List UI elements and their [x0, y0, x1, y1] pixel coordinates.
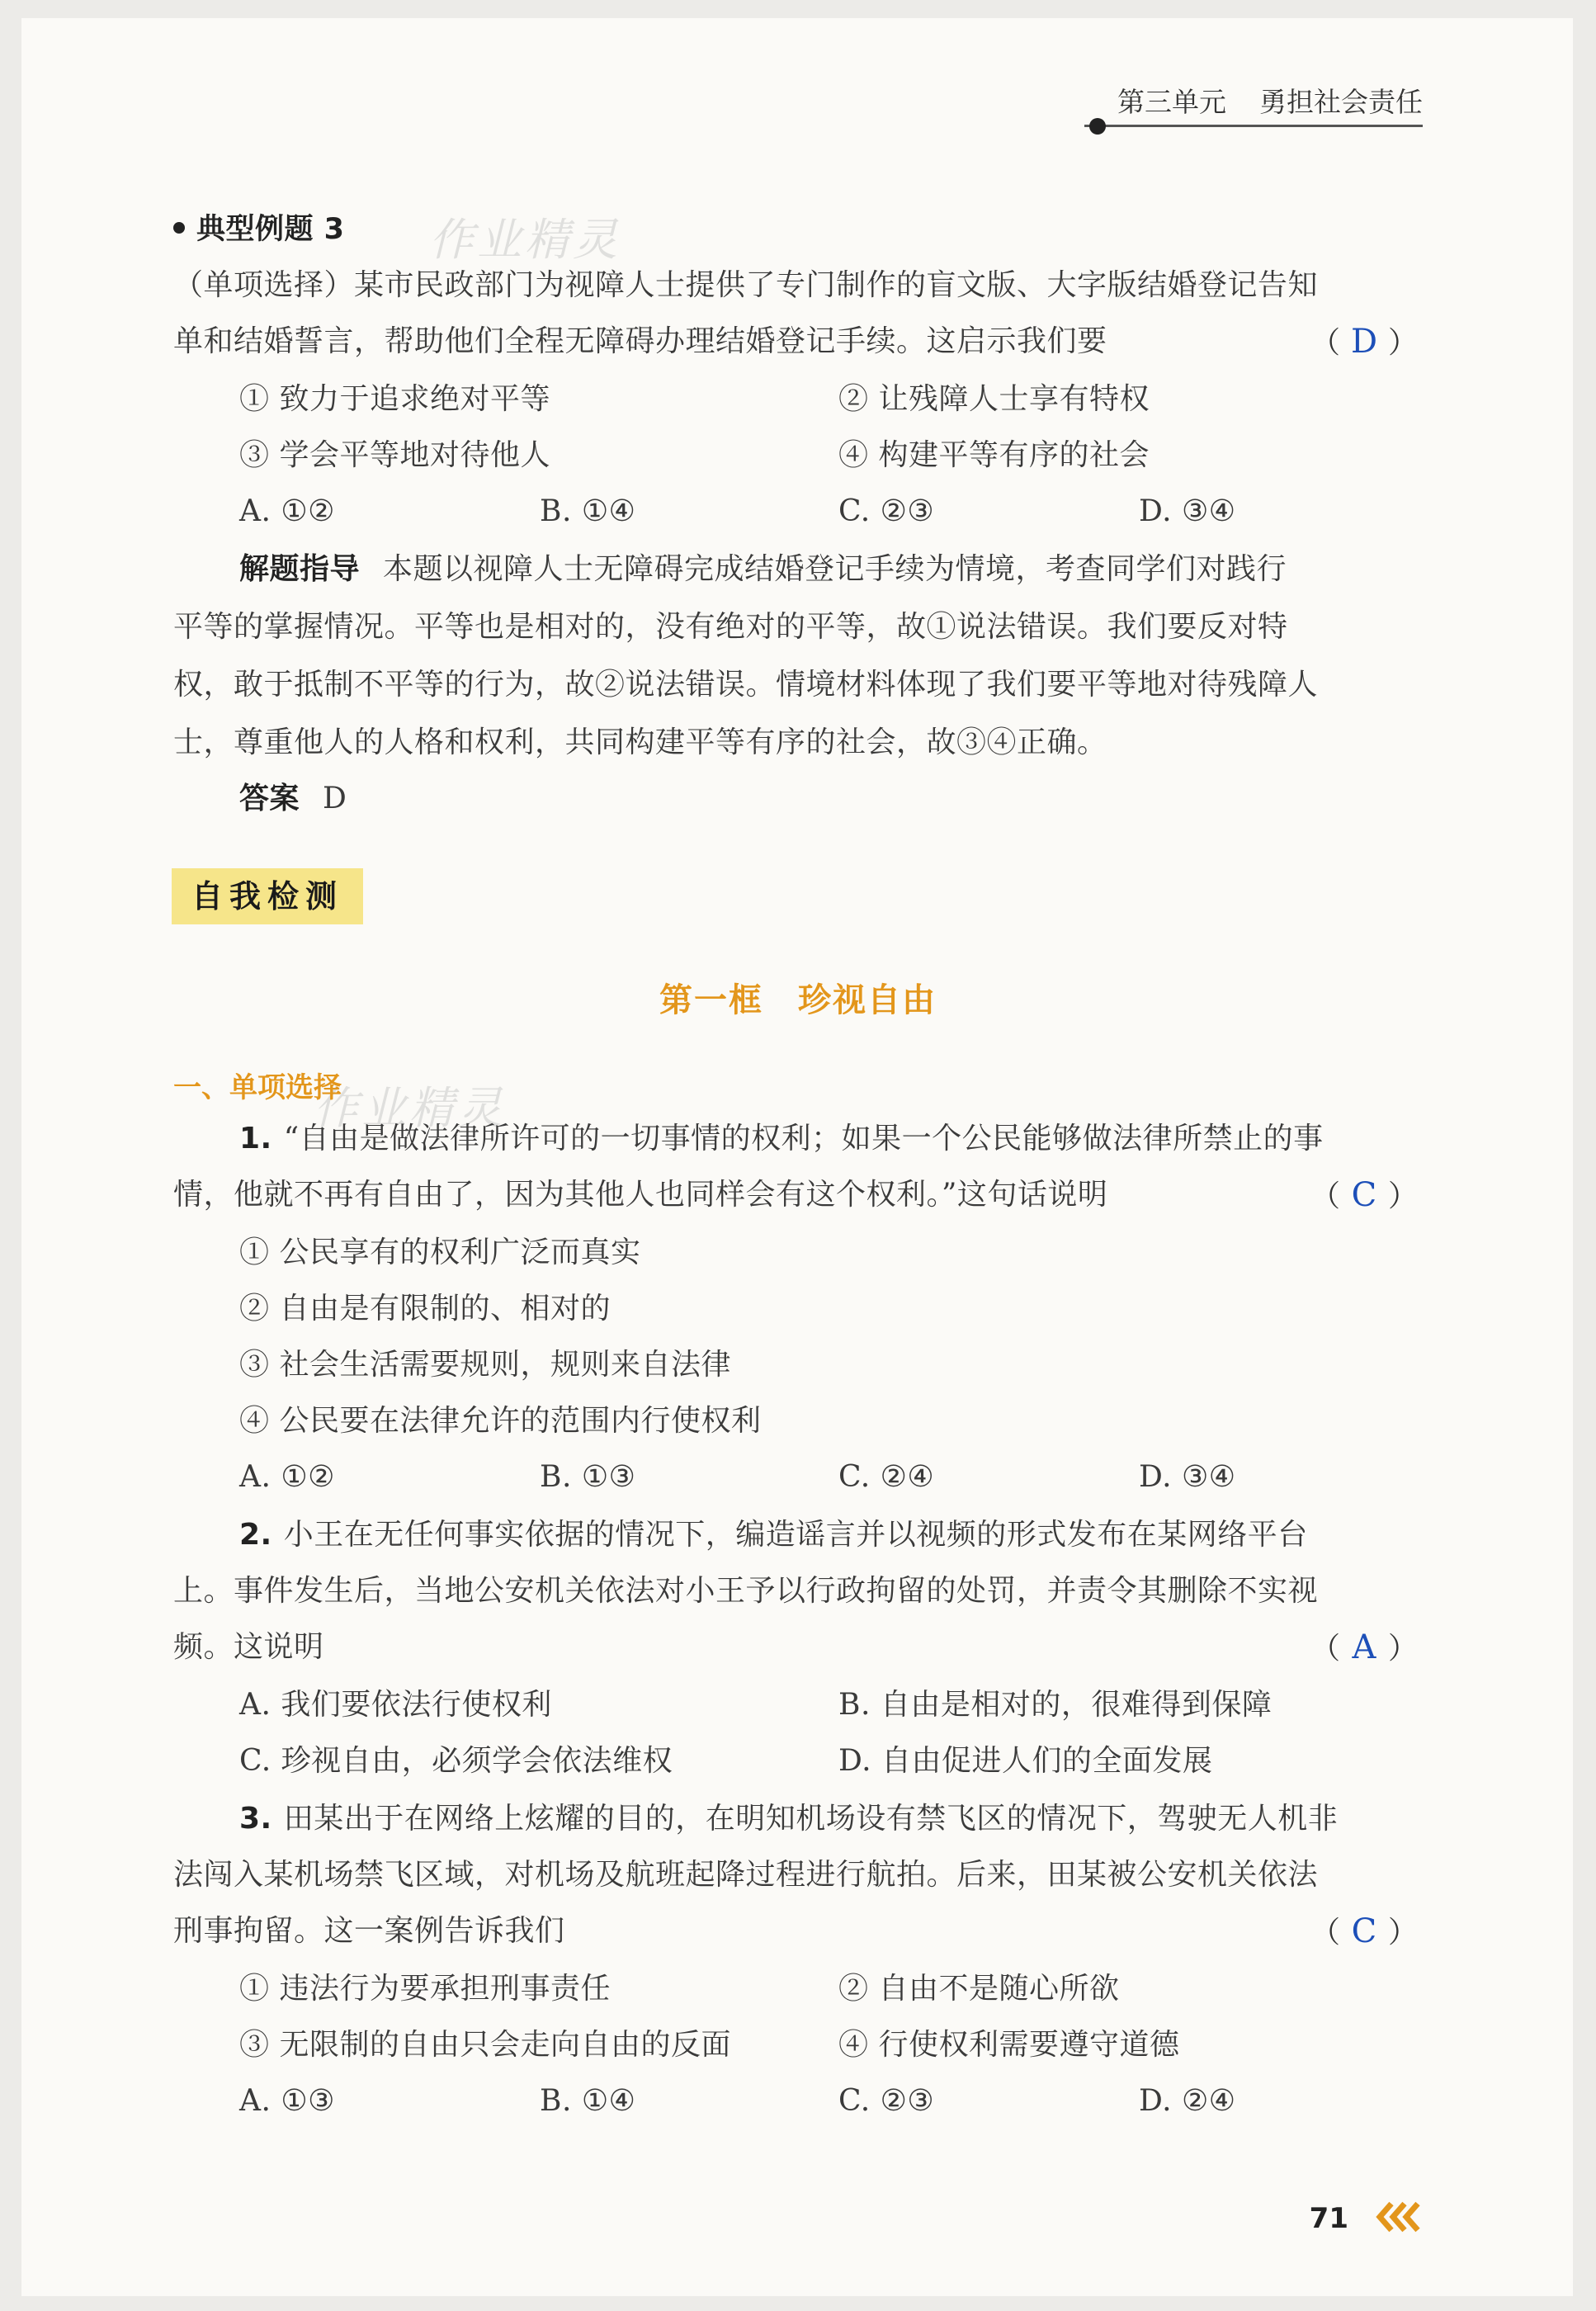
q2-line: 2. 小王在无任何事实依据的情况下，编造谣言并以视频的形式发布在某网络平台 [239, 1518, 1308, 1552]
example-choice-a: A. ①② [239, 494, 335, 528]
example-statement: ④ 构建平等有序的社会 [838, 438, 1150, 472]
q2-answer: （ A ） [1310, 1628, 1418, 1666]
q2-choice-d: D. 自由促进人们的全面发展 [838, 1744, 1213, 1778]
example-statement: ② 让残障人士享有特权 [838, 382, 1150, 416]
q3-answer: （ C ） [1310, 1912, 1418, 1950]
example-guide-line: 平等的掌握情况。平等也是相对的，没有绝对的平等，故①说法错误。我们要反对特 [173, 610, 1288, 644]
header-unit: 第三单元 [1117, 86, 1226, 118]
q3-statement: ④ 行使权利需要遵守道德 [838, 2028, 1180, 2062]
q1-statement: ③ 社会生活需要规则，规则来自法律 [239, 1348, 731, 1382]
example-answer: （ D ） [1310, 323, 1418, 361]
q3-choice-c: C. ②③ [838, 2084, 935, 2118]
running-header [1084, 81, 1423, 127]
guide-label: 解题指导 [239, 552, 361, 586]
example-statement: ③ 学会平等地对待他人 [239, 438, 550, 472]
q3-statement: ① 违法行为要承担刑事责任 [239, 1972, 611, 2006]
q3-choice-d: D. ②④ [1139, 2084, 1236, 2118]
q1-choice-d: D. ③④ [1139, 1460, 1236, 1494]
q1-line: 情，他就不再有自由了，因为其他人也同样会有这个权利。”这句话说明 [173, 1178, 1108, 1212]
q1-statement: ① 公民享有的权利广泛而真实 [239, 1236, 641, 1269]
bullet-icon [173, 222, 185, 234]
q1-line: 1. “自由是做法律所许可的一切事情的权利；如果一个公民能够做法律所禁止的事 [239, 1122, 1324, 1156]
q3-choice-a: A. ①③ [239, 2084, 335, 2118]
watermark: 作业精灵 [314, 1082, 505, 1134]
example-guide-line: 权，敢于抵制不平等的行为，故②说法错误。情境材料体现了我们要平等地对待残障人 [173, 668, 1319, 702]
page-number: 71 [1309, 2202, 1348, 2235]
q1-statement: ④ 公民要在法律允许的范围内行使权利 [239, 1404, 762, 1438]
header-title: 勇担社会责任 [1259, 86, 1423, 118]
example-heading: 典型例题 3 [173, 210, 345, 249]
subsection-title: 一、单项选择 [173, 1071, 342, 1104]
header-bullet-icon [1089, 118, 1106, 135]
q1-choice-c: C. ②④ [838, 1460, 935, 1494]
example-guide-line: 士，尊重他人的人格和权利，共同构建平等有序的社会，故③④正确。 [173, 725, 1107, 759]
q3-choice-b: B. ①④ [540, 2084, 636, 2118]
q2-choice-a: A. 我们要依法行使权利 [239, 1688, 552, 1722]
example-guide-line: 解题指导 本题以视障人士无障碍完成结婚登记手续为情境，考查同学们对践行 [239, 552, 1287, 586]
example-statement: ① 致力于追求绝对平等 [239, 382, 550, 416]
q2-choice-b: B. 自由是相对的，很难得到保障 [838, 1688, 1273, 1722]
q3-line: 3. 田某出于在网络上炫耀的目的，在明知机场设有禁飞区的情况下，驾驶无人机非 [239, 1802, 1339, 1836]
section-title: 第一框 珍视自由 [659, 981, 937, 1019]
example-choice-c: C. ②③ [838, 494, 935, 528]
example-choice-d: D. ③④ [1139, 494, 1236, 528]
q1-statement: ② 自由是有限制的、相对的 [239, 1292, 611, 1326]
q3-statement: ② 自由不是随心所欲 [838, 1972, 1120, 2006]
q3-statement: ③ 无限制的自由只会走向自由的反面 [239, 2028, 731, 2062]
example-choice-b: B. ①④ [540, 494, 636, 528]
q1-choice-a: A. ①② [239, 1460, 335, 1494]
q2-choice-c: C. 珍视自由，必须学会依法维权 [239, 1744, 673, 1778]
self-check-banner: 自我检测 [172, 868, 363, 924]
watermark: 作业精灵 [429, 214, 621, 266]
q1-choice-b: B. ①③ [540, 1460, 636, 1494]
q2-line: 频。这说明 [173, 1630, 324, 1664]
example-key: 答案 D [239, 782, 347, 815]
example-stem-line: （单项选择）某市民政部门为视障人士提供了专门制作的盲文版、大字版结婚登记告知 [173, 268, 1319, 302]
q3-line: 法闯入某机场禁飞区域，对机场及航班起降过程进行航拍。后来，田某被公安机关依法 [173, 1858, 1319, 1892]
q2-line: 上。事件发生后，当地公安机关依法对小王予以行政拘留的处罚，并责令其删除不实视 [173, 1574, 1319, 1608]
q1-answer: （ C ） [1310, 1176, 1418, 1214]
q3-line: 刑事拘留。这一案例告诉我们 [173, 1914, 565, 1948]
chevron-left-icon [1373, 2200, 1421, 2233]
example-stem-line: 单和结婚誓言，帮助他们全程无障碍办理结婚登记手续。这启示我们要 [173, 324, 1107, 358]
